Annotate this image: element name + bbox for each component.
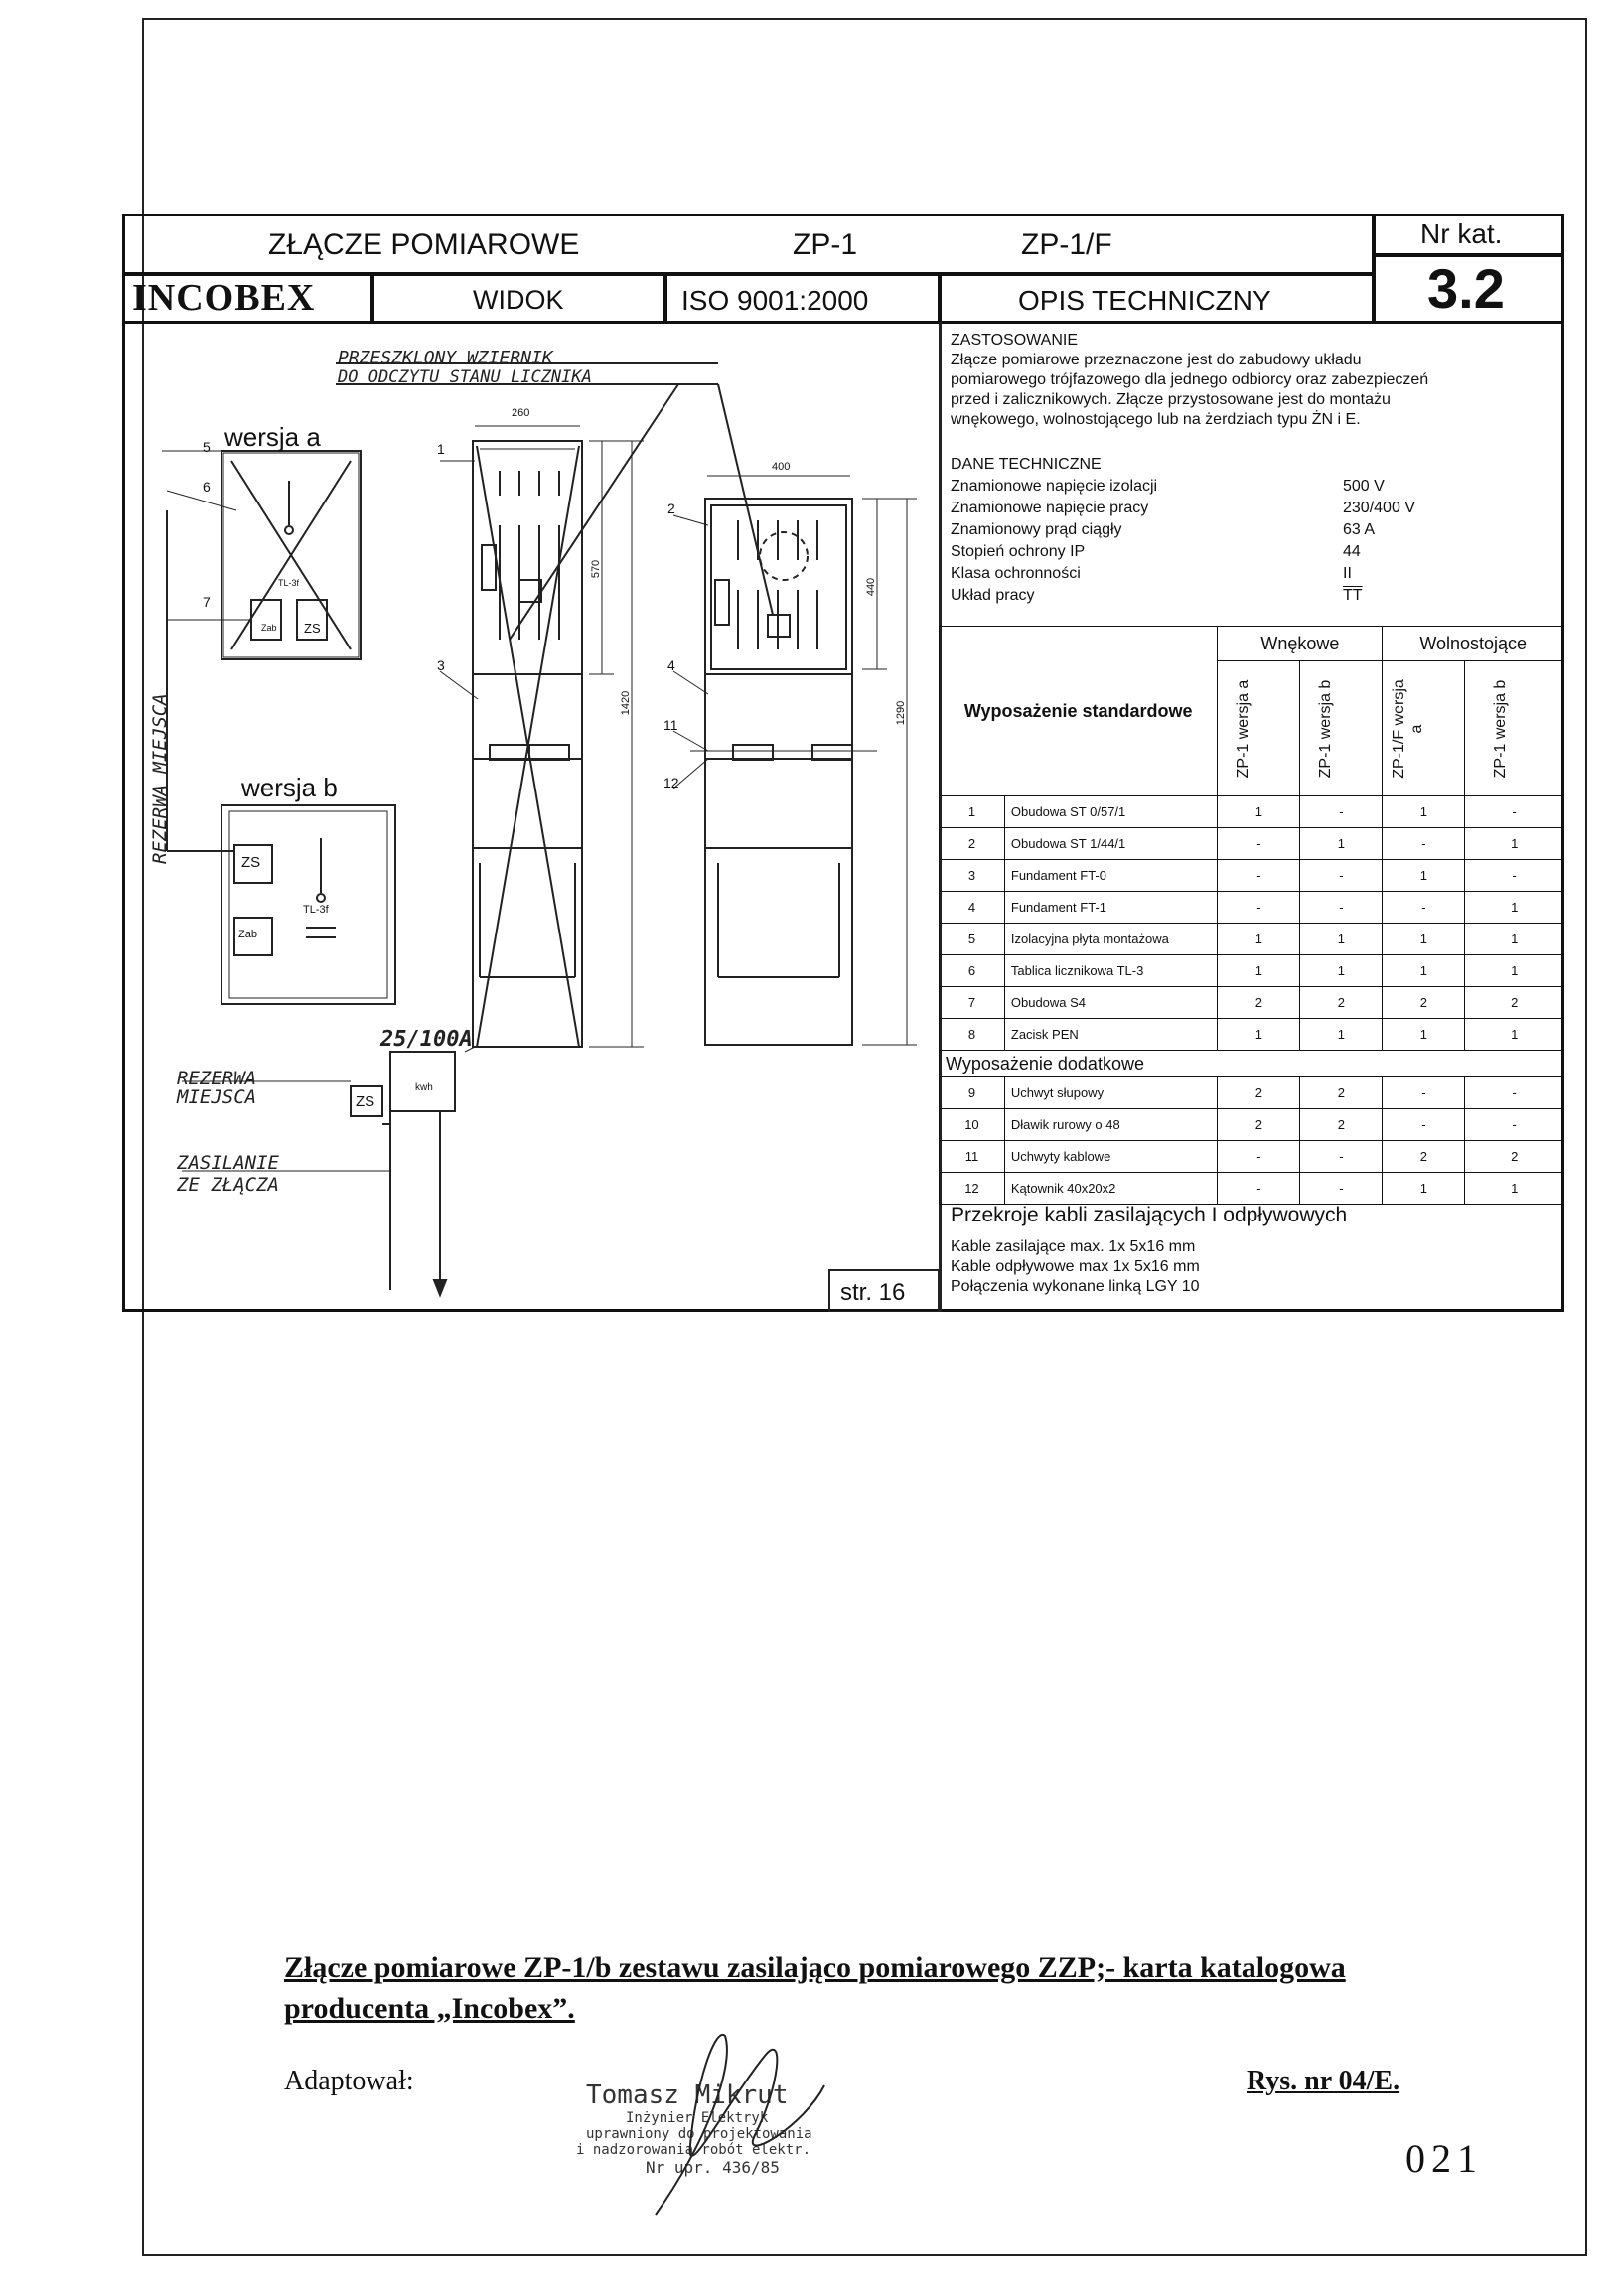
tech-desc-label: OPIS TECHNICZNY [1018,285,1271,316]
row-no: 3 [940,860,1005,892]
row-name: Fundament FT-1 [1004,892,1218,924]
view-label: WIDOK [473,285,564,315]
row-value: 1 [1465,1173,1564,1205]
header-model-1: ZP-1 [793,228,858,261]
col-header-cell [1218,661,1300,796]
row-value: 2 [1383,987,1465,1019]
row-value: 1 [1300,828,1383,860]
page-number: str. 16 [840,1279,906,1306]
supply-label-1: ZASILANIE [177,1152,279,1174]
row-value: - [1383,828,1465,860]
row-name: Kątownik 40x20x2 [1004,1173,1218,1205]
row-name: Obudowa S4 [1004,987,1218,1019]
window-note-2: DO ODCZYTU STANU LICZNIKA [338,367,592,387]
dim-440: 440 [865,577,878,597]
fuse-rating: 25/100A [380,1027,473,1052]
row-no: 11 [940,1141,1005,1173]
row-name: Zacisk PEN [1004,1019,1218,1051]
frame-top [142,18,1587,20]
table-row [940,987,1564,1019]
table-row [940,796,1564,828]
row-value: - [1465,1109,1564,1141]
tech-row [951,476,1558,498]
kwh-label: kwh [415,1082,433,1093]
row-value: 2 [1218,1109,1300,1141]
tech-row-value: 500 V [1343,478,1385,495]
catalog-number: 3.2 [1427,257,1505,320]
row-value: - [1300,892,1383,924]
stamp-line-2: Inżynier Elektryk [626,2110,769,2126]
row-no: 2 [940,828,1005,860]
row-value: 1 [1300,1019,1383,1051]
table-row [940,1109,1564,1141]
row-name: Izolacyjna płyta montażowa [1004,924,1218,955]
extra-equipment-heading: Wyposażenie dodatkowe [940,1051,1564,1077]
callout-11: 11 [663,717,678,733]
cables-heading: Przekroje kabli zasilających I odpływowych [951,1204,1348,1226]
tech-row-label: Stopień ochrony IP [951,543,1086,560]
version-b-label: wersja b [241,773,338,802]
tech-row [951,498,1558,519]
callout-7: 7 [203,594,211,610]
col-header-cell [1300,661,1383,796]
row-value: - [1383,1077,1465,1109]
table-row [940,892,1564,924]
reserve-label-2: MIEJSCA [177,1086,257,1108]
row-name: Uchwyty kablowe [1004,1141,1218,1173]
frame-bottom [142,2254,1587,2256]
row-name: Obudowa ST 1/44/1 [1004,828,1218,860]
row-name: Dławik rurowy o 48 [1004,1109,1218,1141]
row-value: - [1300,1173,1383,1205]
signature-mark [616,2026,894,2224]
drawing-number: Rys. nr 04/E. [1247,2066,1400,2096]
table-row [940,1173,1564,1205]
application-section [951,331,1558,430]
group-recessed: Wnękowe [1218,627,1383,661]
callout-3: 3 [437,657,445,673]
row-value: 2 [1218,987,1300,1019]
col-header-4: ZP-1 wersja b [1492,679,1510,778]
row-value: 2 [1465,987,1564,1019]
callout-4: 4 [667,657,675,673]
tl3f-label-a: TL-3f [278,578,300,588]
row-value: - [1300,796,1383,828]
cables-section [951,1204,1558,1297]
row-value: 1 [1218,955,1300,987]
dim-400: 400 [772,461,791,473]
row-value: 1 [1383,1019,1465,1051]
row-no: 8 [940,1019,1005,1051]
row-name: Tablica licznikowa TL-3 [1004,955,1218,987]
standard-equipment-heading: Wyposażenie standardowe [940,627,1218,796]
callout-12: 12 [663,775,679,790]
tech-data-heading: DANE TECHNICZNE [951,456,1102,473]
group-standing: Wolnostojące [1383,627,1564,661]
window-note-1: PRZESZKLONY WZIERNIK [338,348,553,368]
tech-row-value: II [1343,565,1352,582]
callout-5: 5 [203,439,211,455]
row-value: - [1218,1141,1300,1173]
stamp-line-4: i nadzorowania robót elektr. [576,2142,811,2158]
row-value: 1 [1383,860,1465,892]
table-row [940,1019,1564,1051]
col-header-3: ZP-1/F wersja a [1391,678,1426,779]
row-value: - [1300,1141,1383,1173]
row-value: - [1218,860,1300,892]
tech-row [951,585,1558,607]
tech-row [951,541,1558,563]
application-heading: ZASTOSOWANIE [951,332,1079,349]
row-value: - [1383,892,1465,924]
stamp-line-3: uprawniony do projektowania [586,2126,812,2142]
cables-line-1: Kable zasilające max. 1x 5x16 mm [951,1238,1196,1255]
supply-label-2: ZE ZŁĄCZA [177,1174,279,1196]
catalog-label: Nr kat. [1420,218,1503,249]
tech-row [951,519,1558,541]
row-value: - [1218,892,1300,924]
row-value: - [1383,1109,1465,1141]
dim-260: 260 [512,407,530,419]
row-no: 4 [940,892,1005,924]
table-row [940,860,1564,892]
row-value: - [1465,796,1564,828]
table-row [940,1077,1564,1109]
col-header-1: ZP-1 wersja a [1235,679,1252,778]
row-value: 1 [1218,796,1300,828]
callout-1: 1 [437,441,445,457]
zs-label-wiring: ZS [356,1093,375,1110]
row-value: 2 [1465,1141,1564,1173]
callout-6: 6 [203,479,211,495]
row-no: 10 [940,1109,1005,1141]
row-value: 2 [1218,1077,1300,1109]
tech-data-section [951,454,1558,607]
row-value: - [1218,828,1300,860]
frame-right [1585,18,1587,2256]
row-value: 1 [1465,1019,1564,1051]
row-value: - [1465,860,1564,892]
row-no: 6 [940,955,1005,987]
dim-1420: 1420 [620,690,633,716]
caption-line-2: producenta „Incobex”. [284,1992,575,2025]
callout-2: 2 [667,501,675,516]
zab-label-a: Zab [261,623,277,633]
col-header-2: ZP-1 wersja b [1317,679,1335,778]
row-value: 1 [1218,924,1300,955]
stamp-line-5: Nr upr. 436/85 [646,2158,780,2177]
table-row [940,828,1564,860]
col-header-cell [1465,661,1564,796]
zs-label-a: ZS [304,621,321,636]
application-line-3: przed i zalicznikowych. Złącze przystosowane jest do montażu [951,391,1391,408]
caption-line-1: Złącze pomiarowe ZP-1/b zestawu zasilająco pomiarowego ZZP;- karta katalogowa [284,1951,1346,1984]
row-value: 1 [1383,955,1465,987]
row-value: 2 [1383,1141,1465,1173]
equipment-table [939,626,1564,1205]
tech-row-value: 230/400 V [1343,500,1415,516]
row-value: 1 [1383,924,1465,955]
adapted-label: Adaptował: [284,2066,414,2096]
row-value: - [1300,860,1383,892]
tech-row-label: Znamionowe napięcie izolacji [951,478,1158,495]
row-value: - [1465,1077,1564,1109]
tech-row-value: 63 A [1343,521,1376,538]
row-no: 7 [940,987,1005,1019]
zs-label-b: ZS [241,854,261,871]
sheet-number: 021 [1405,2136,1483,2181]
cables-line-3: Połączenia wykonane linką LGY 10 [951,1278,1200,1295]
reserve-vertical-label: REZERWA MIEJSCA [149,693,171,864]
row-name: Uchwyt słupowy [1004,1077,1218,1109]
row-no: 9 [940,1077,1005,1109]
row-value: 2 [1300,1077,1383,1109]
row-value: 1 [1465,892,1564,924]
row-value: 1 [1465,924,1564,955]
row-value: 2 [1300,987,1383,1019]
tech-row-label: Znamionowy prąd ciągły [951,521,1122,538]
row-value: 1 [1465,955,1564,987]
tech-row-label: Klasa ochronności [951,565,1081,582]
header-title: ZŁĄCZE POMIAROWE [268,228,580,261]
application-line-4: wnękowego, wolnostojącego lub na żerdziach typu ŻN i E. [951,411,1361,428]
application-line-1: Złącze pomiarowe przeznaczone jest do zabudowy układu [951,352,1362,368]
row-value: 1 [1300,924,1383,955]
version-a-label: wersja a [224,422,321,452]
tech-row-label: Znamionowe napięcie pracy [951,500,1149,516]
zab-label-b: Zab [238,929,257,940]
row-no: 5 [940,924,1005,955]
header-model-2: ZP-1/F [1021,228,1112,261]
table-row [940,1141,1564,1173]
incobex-logo: INCOBEX [132,277,316,319]
tl3f-label-b: TL-3f [303,904,329,916]
application-line-2: pomiarowego trójfazowego dla jednego odbiorcy oraz zabezpieczeń [951,371,1429,388]
table-row [940,955,1564,987]
tech-row-label: Układ pracy [951,587,1035,604]
reserve-label-1: REZERWA [177,1068,257,1089]
tech-row-value: 44 [1343,543,1361,560]
tech-row-value: $\overline{TT}$ [1343,587,1363,604]
row-name: Fundament FT-0 [1004,860,1218,892]
row-value: 1 [1383,1173,1465,1205]
cables-line-2: Kable odpływowe max 1x 5x16 mm [951,1258,1200,1275]
iso-label: ISO 9001:2000 [681,285,869,316]
col-header-cell [1383,661,1465,796]
tech-row [951,563,1558,585]
row-value: 1 [1465,828,1564,860]
row-value: 1 [1218,1019,1300,1051]
row-value: 1 [1383,796,1465,828]
table-row [940,924,1564,955]
dim-1290: 1290 [895,700,908,726]
row-value: - [1218,1173,1300,1205]
stamp-line-1: Tomasz Mikrut [586,2081,789,2110]
row-no: 12 [940,1173,1005,1205]
row-value: 1 [1300,955,1383,987]
row-value: 2 [1300,1109,1383,1141]
dim-570: 570 [590,559,603,579]
row-name: Obudowa ST 0/57/1 [1004,796,1218,828]
row-no: 1 [940,796,1005,828]
